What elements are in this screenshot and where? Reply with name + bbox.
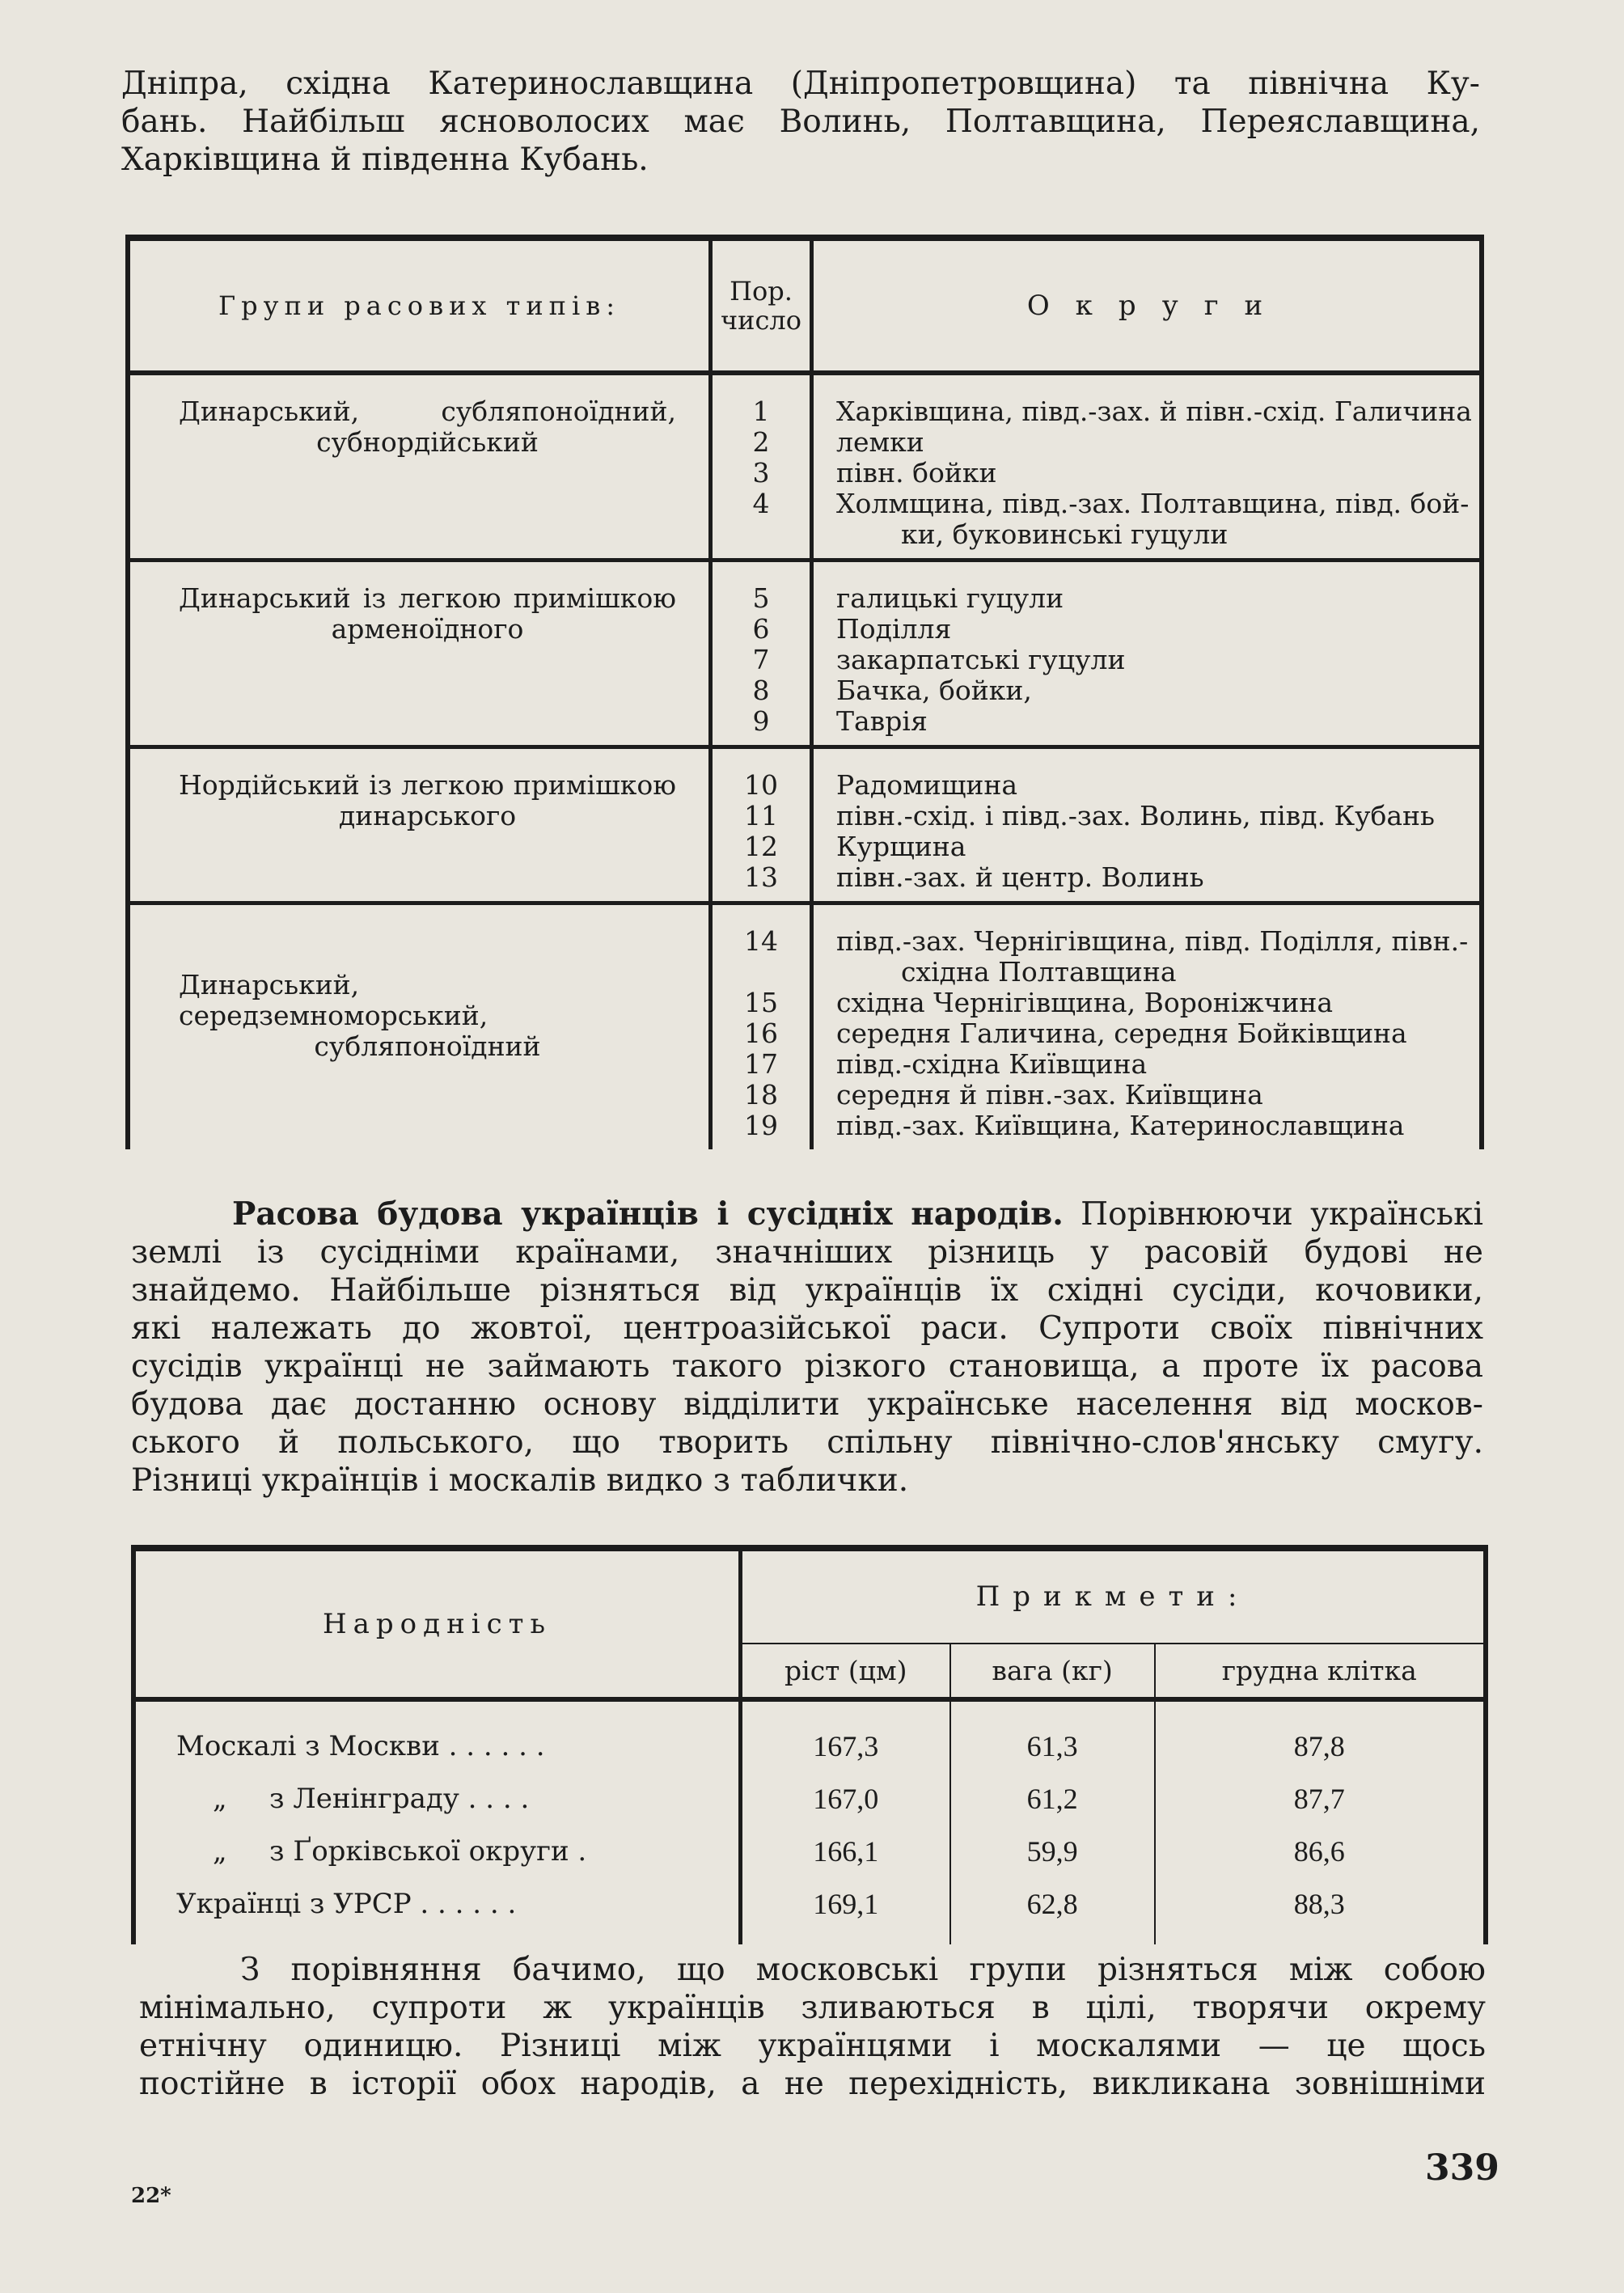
row-number: 1: [752, 396, 770, 427]
header-number: [711, 238, 812, 373]
table-row: [133, 1877, 1486, 1944]
nationality-comparison-table: [131, 1545, 1488, 1944]
racial-types-table: [125, 235, 1484, 1149]
chest-value: 86,6: [1293, 1834, 1345, 1868]
group-numbers: [711, 747, 812, 903]
row-number: 11: [744, 800, 778, 831]
region-text: Харківщина, півд.-зах. й півн.-схід. Галичина: [836, 396, 1472, 427]
row-number: 5: [752, 582, 770, 614]
header-number-line1: Пор.: [730, 276, 793, 307]
text-line: сусідів українці не займають такого різкого становища, а проте їх расова: [131, 1348, 1483, 1385]
group-row: [128, 903, 1482, 1150]
region-text: ки, буковинські гуцули: [901, 518, 1229, 550]
conclusion-paragraph: [139, 1951, 1486, 2103]
region-text: півд.-східна Київщина: [836, 1048, 1148, 1080]
group-row: [128, 747, 1482, 903]
height-value: 167,0: [741, 1772, 950, 1825]
group-regions: [812, 903, 1482, 1150]
text-line: Дніпра, східна Катеринославщина (Дніпропетровщина) та північна Ку-: [121, 66, 1480, 102]
region-text: Курщина: [836, 831, 966, 862]
text-line: знайдемо. Найбільше різняться від українців їх східні сусіди, кочовики,: [131, 1272, 1483, 1309]
group-regions: [812, 561, 1482, 747]
row-label: з Ґорківської округи .: [269, 1834, 587, 1868]
group-regions: [812, 747, 1482, 903]
text-line: будова дає достанню основу відділити українське населення від москов-: [131, 1386, 1483, 1423]
chest-value: 87,8: [1293, 1729, 1345, 1762]
row-label: Українці з УРСР . . . . . .: [133, 1877, 741, 1944]
group-numbers: [711, 903, 812, 1150]
row-number: 19: [744, 1110, 778, 1141]
row-number: 17: [744, 1048, 778, 1080]
weight-value: 62,8: [950, 1877, 1155, 1944]
group-numbers: [711, 373, 812, 561]
region-text: східна Полтавщина: [901, 956, 1177, 988]
table-row: [133, 1772, 1486, 1825]
row-number: 16: [744, 1017, 778, 1049]
weight-value: 61,2: [950, 1772, 1155, 1825]
ditto-mark: „: [213, 1834, 227, 1868]
header-features: Прикмети:: [741, 1548, 1487, 1644]
text-line: мінімально, супроти ж українців зливаються в цілі, творячи окрему: [139, 1990, 1486, 2026]
region-text: східна Чернігівщина, Вороніжчина: [836, 987, 1334, 1018]
chest-value: 88,3: [1293, 1887, 1345, 1920]
region-text: лемки: [836, 426, 924, 458]
header-nationality: Народність: [133, 1548, 741, 1699]
ditto-mark: „: [213, 1782, 227, 1815]
region-text: закарпатські гуцули: [836, 644, 1126, 675]
row-number: 6: [752, 613, 770, 645]
header-groups: Групи расових типів:: [128, 238, 711, 373]
text-line: З порівняння бачимо, що московські групи різняться між собою: [240, 1952, 1486, 1988]
row-label: з Ленінграду . . . .: [269, 1782, 530, 1815]
row-number: 7: [752, 644, 770, 675]
table-header-row: [128, 238, 1482, 373]
region-text: півн. бойки: [836, 457, 997, 489]
height-value: 167,3: [741, 1699, 950, 1772]
group-row: [128, 373, 1482, 561]
region-text: Таврія: [836, 705, 928, 737]
header-number-line2: число: [721, 305, 801, 336]
group-numbers: [711, 561, 812, 747]
group-name: Динарський, субляпоноїдний, субнордійський: [128, 373, 711, 561]
group-name: Нордійський із легкою примішкою динарського: [128, 747, 711, 903]
region-text: галицькі гуцули: [836, 582, 1064, 614]
region-text: середня Галичина, середня Бойківщина: [836, 1017, 1407, 1049]
group-name: Динарський, середземноморський, субляпоноїдний: [128, 903, 711, 1150]
text-line: етнічну одиницю. Різниці між українцями і москалями — це щось: [139, 2028, 1486, 2064]
row-number: 3: [752, 457, 770, 489]
row-number: 9: [752, 705, 770, 737]
weight-value: 61,3: [950, 1699, 1155, 1772]
row-label: Москалі з Москви . . . . . .: [133, 1699, 741, 1772]
comparison-paragraph: [131, 1195, 1483, 1500]
text-line: бань. Найбільш ясноволосих має Волинь, Полтавщина, Переяславщина,: [121, 104, 1480, 140]
header-height: ріст (цм): [741, 1644, 950, 1700]
row-number: 12: [744, 831, 778, 862]
region-text: Поділля: [836, 613, 952, 645]
header-weight: вага (кг): [950, 1644, 1155, 1700]
row-number: 18: [744, 1079, 778, 1111]
region-text: Бачка, бойки,: [836, 675, 1032, 706]
chest-value: 87,7: [1293, 1782, 1345, 1815]
text-line: постійне в історії обох народів, а не перехідність, викликана зовнішніми: [139, 2066, 1486, 2102]
group-regions: [812, 373, 1482, 561]
row-number: 4: [752, 488, 770, 519]
table-row: [133, 1699, 1486, 1772]
weight-value: 59,9: [950, 1825, 1155, 1877]
text-line: Різниці українців і москалів видко з таблички.: [131, 1462, 909, 1499]
row-number: 15: [744, 987, 778, 1018]
text-line: які належать до жовтої, центроазійської раси. Супроти своїх північних: [131, 1310, 1483, 1347]
row-number: 2: [752, 426, 770, 458]
header-regions: Округи: [812, 238, 1482, 373]
table-row: [133, 1825, 1486, 1877]
row-number: 14: [744, 925, 778, 957]
region-text: півн.-зах. й центр. Волинь: [836, 861, 1204, 893]
region-text: Радомищина: [836, 769, 1018, 801]
intro-paragraph: [121, 65, 1480, 179]
row-label-cell: [133, 1772, 741, 1825]
region-text: півн.-схід. і півд.-зах. Волинь, півд. Кубань: [836, 800, 1436, 831]
height-value: 166,1: [741, 1825, 950, 1877]
section-heading: Расова будова українців і сусідніх народів.: [232, 1195, 1064, 1233]
row-label-cell: [133, 1825, 741, 1877]
region-text: півд.-зах. Чернігівщина, півд. Поділля, півн.-: [836, 925, 1469, 957]
text-line: землі із сусідніми країнами, значніших різниць у расовій будові не: [131, 1234, 1483, 1271]
row-number: 10: [744, 769, 778, 801]
page-number: 339: [1425, 2147, 1499, 2189]
region-text: півд.-зах. Київщина, Катеринославщина: [836, 1110, 1405, 1141]
text-line: Порівнюючи українські: [1081, 1196, 1484, 1233]
region-text: Холмщина, півд.-зах. Полтавщина, півд. бой-: [836, 488, 1470, 519]
group-row: [128, 561, 1482, 747]
text-line: Харківщина й південна Кубань.: [121, 142, 649, 178]
header-chest: грудна клітка: [1155, 1644, 1486, 1700]
text-line: ського й польського, що творить спільну північно-слов'янську смугу.: [131, 1424, 1483, 1461]
row-number: 8: [752, 675, 770, 706]
group-name: Динарський із легкою примішкою арменоїдного: [128, 561, 711, 747]
signature-mark: 22*: [131, 2184, 171, 2208]
region-text: середня й півн.-зах. Київщина: [836, 1079, 1263, 1111]
row-number: 13: [744, 861, 778, 893]
height-value: 169,1: [741, 1877, 950, 1944]
